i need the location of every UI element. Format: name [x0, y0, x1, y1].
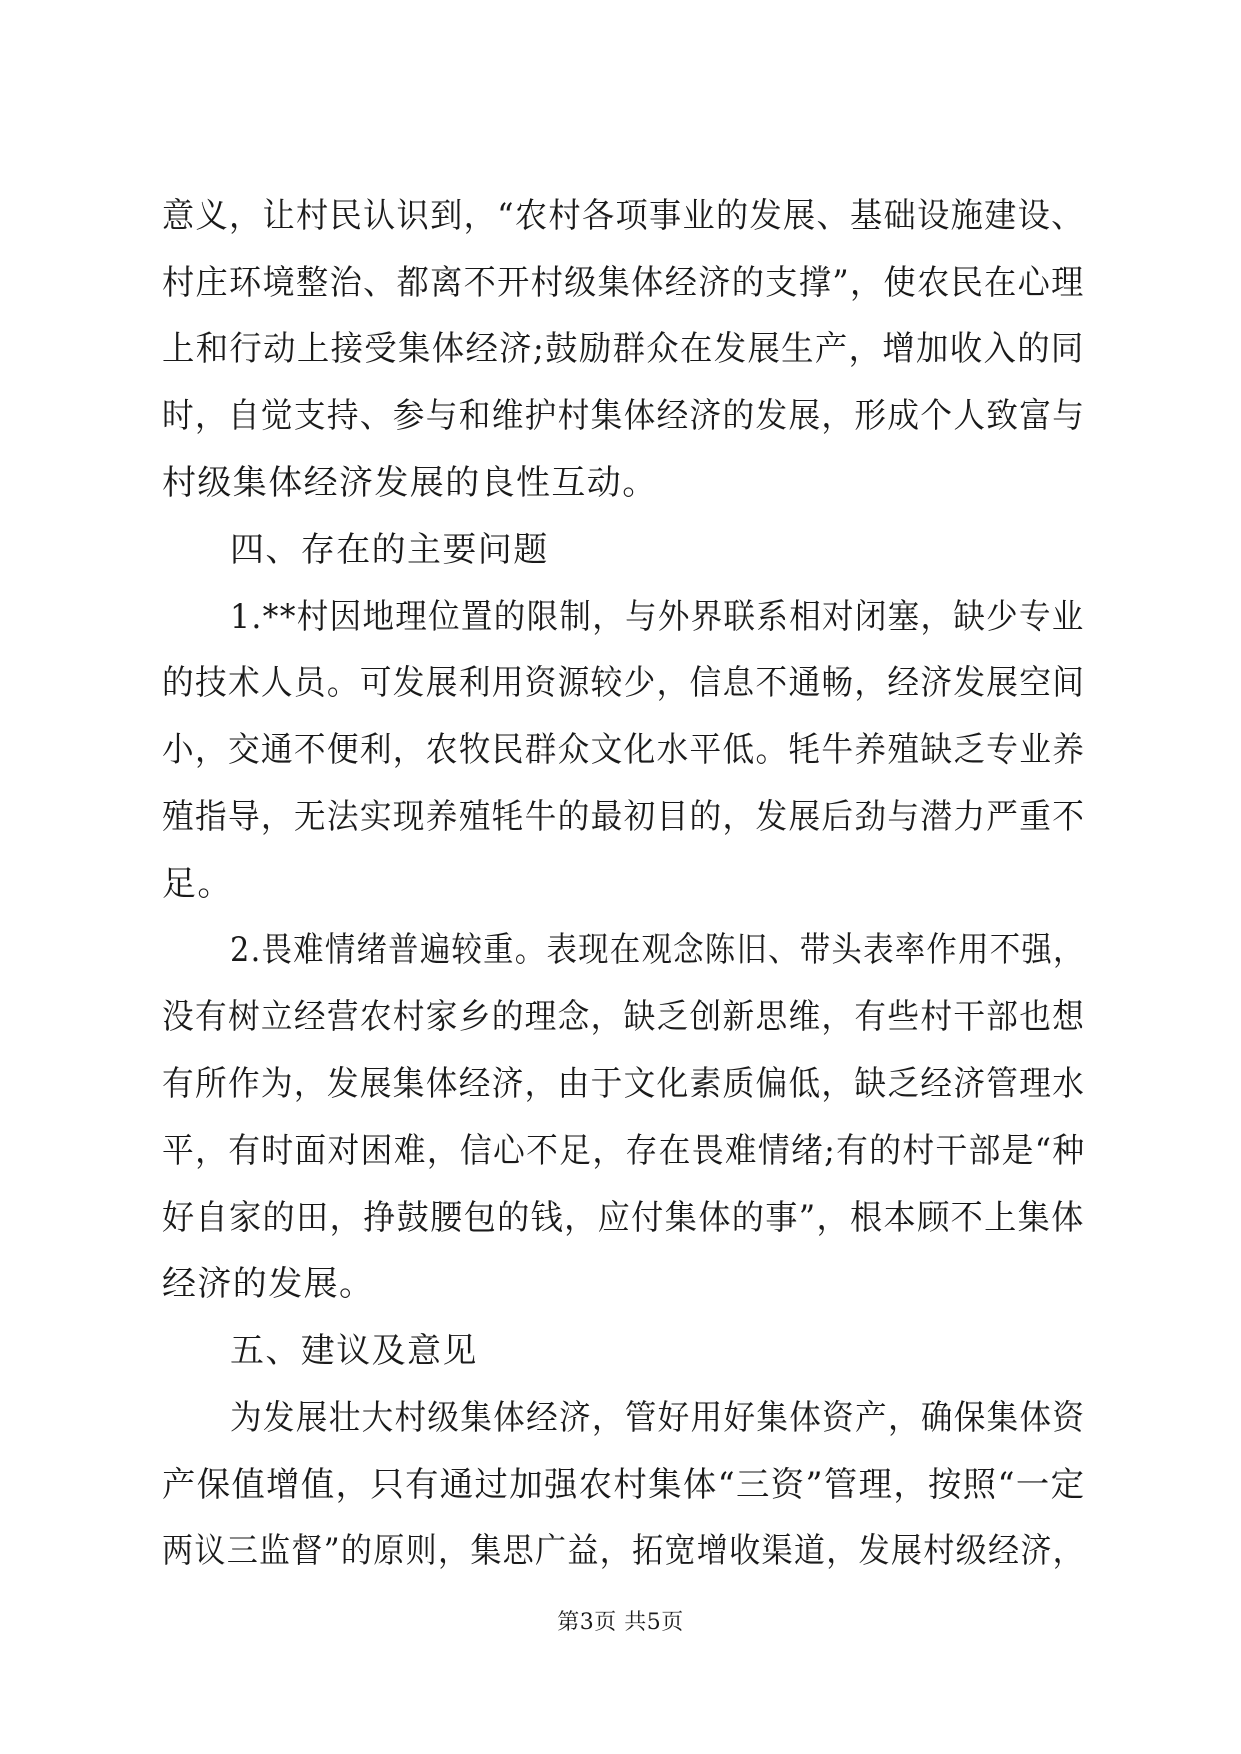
- body-line: 有所作为，发展集体经济，由于文化素质偏低，缺乏经济管理水: [162, 1064, 1086, 1104]
- body-line: 产保值增值，只有通过加强农村集体“三资”管理，按照“一定: [162, 1465, 1086, 1505]
- body-line: 小，交通不便利，农牧民群众文化水平低。牦牛养殖缺乏专业养: [162, 730, 1086, 770]
- body-line: 的技术人员。可发展利用资源较少，信息不通畅，经济发展空间: [162, 663, 1086, 703]
- body-line: 没有树立经营农村家乡的理念，缺乏创新思维，有些村干部也想: [162, 997, 1086, 1037]
- body-line: 1.**村因地理位置的限制，与外界联系相对闭塞，缺少专业: [230, 597, 1085, 637]
- page-footer: 第3页 共5页: [557, 1610, 684, 1635]
- body-line: 上和行动上接受集体经济;鼓励群众在发展生产，增加收入的同: [162, 329, 1085, 369]
- body-line: 时，自觉支持、参与和维护村集体经济的发展，形成个人致富与: [162, 396, 1086, 436]
- body-line: 经济的发展。: [162, 1264, 375, 1304]
- body-line: 村级集体经济发展的良性互动。: [162, 463, 658, 503]
- body-line: 两议三监督”的原则，集思广益，拓宽增收渠道，发展村级经济，: [162, 1531, 1086, 1571]
- section-heading: 四、存在的主要问题: [230, 530, 549, 570]
- section-heading: 五、建议及意见: [230, 1331, 478, 1371]
- body-line: 2.畏难情绪普遍较重。表现在观念陈旧、带头表率作用不强，: [230, 930, 1085, 970]
- body-line: 殖指导，无法实现养殖牦牛的最初目的，发展后劲与潜力严重不: [162, 797, 1086, 837]
- body-line: 意义，让村民认识到，“农村各项事业的发展、基础设施建设、: [162, 196, 1085, 236]
- body-line: 好自家的田，挣鼓腰包的钱，应付集体的事”，根本顾不上集体: [162, 1198, 1085, 1238]
- body-line: 足。: [162, 864, 233, 904]
- body-line: 村庄环境整治、都离不开村级集体经济的支撑”，使农民在心理: [162, 263, 1085, 303]
- body-line: 为发展壮大村级集体经济，管好用好集体资产，确保集体资: [230, 1398, 1086, 1438]
- body-line: 平，有时面对困难，信心不足，存在畏难情绪;有的村干部是“种: [162, 1131, 1086, 1171]
